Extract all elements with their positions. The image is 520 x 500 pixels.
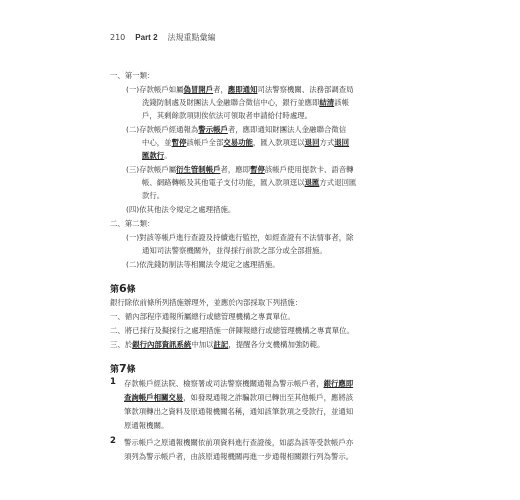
article7-heading: 第7條 [110, 362, 136, 375]
article6-p1: 一、循內部程序通報所屬總行或總管理機構之專責單位。 [110, 312, 295, 321]
s1-item4: (四)依其他法令規定之處理措施。 [126, 205, 236, 214]
s1-item1-line3: 戶，其剩餘款項則俟依法可領取者申請給付時處理。 [142, 111, 312, 120]
s1-item3-line2: 帳、網路轉帳及其他電子支付功能，匯入款項逕以退匯方式退回匯 [142, 178, 357, 187]
part-label: Part 2 [135, 33, 158, 42]
page-number: 210 [110, 33, 126, 42]
s1-item1-line1: (一)存款帳戶如屬偽冒開戶者，應即通知司法警察機關、法務部調查局 [126, 85, 354, 94]
s2-item1-line1: (一)對該等帳戶進行查證及持續進行監控，如經查證有不法情事者，除 [126, 233, 354, 242]
article7-p1-line4: 原通報機關。 [124, 421, 169, 430]
section1-heading: 一、第一類： [110, 71, 155, 80]
article7-p1-line3: 筆款項轉出之資料及原通報機關名稱，通知該筆款項之受款行，並通知 [124, 407, 354, 416]
article6-heading: 第6條 [110, 282, 136, 295]
article7-p2-line2: 須列為警示帳戶者，由該原通報機關再進一步通報相關銀行列為警示。 [124, 452, 354, 461]
s1-item3-line3: 款行。 [142, 191, 165, 200]
page-header [110, 32, 216, 43]
s1-item1-line2: 洗錢防制處及財團法人金融聯合徵信中心，銀行並應即結清該帳 [142, 98, 349, 107]
article6-intro: 銀行除依前條所列措施辦理外，並應於內部採取下列措施： [110, 298, 303, 307]
article7-p1-line2: 查詢帳戶相關交易，如發現通報之詐騙款項已轉出至其他帳戶，應將該 [124, 393, 354, 402]
section2-heading: 二、第二類： [110, 219, 155, 228]
article7-p2-line1: 警示帳戶之原通報機關依前項資料進行查證後，如認為該等受款帳戶亦 [124, 438, 354, 447]
s1-item2-line3: 匯款行。 [142, 151, 172, 160]
article7-p2-number: 2 [110, 436, 116, 446]
s1-item2-line1: (二)存款帳戶經通報為警示帳戶者，應即通知財團法人金融聯合徵信 [126, 125, 347, 134]
s1-item2-line2: 中心，並暫停該帳戶全部交易功能，匯入款項逕以退回方式退回 [142, 138, 350, 147]
article7-p1-line1: 存款帳戶經法院、檢察署或司法警察機關通報為警示帳戶者，銀行應即 [124, 379, 354, 388]
section-title: 法規重點彙編 [167, 33, 216, 42]
article7-p1-number: 1 [110, 377, 116, 387]
s2-item2: (二)依洗錢防制法等相關法令規定之處理措施。 [126, 260, 280, 269]
article6-p2: 二、將已採行及擬採行之處理措施一併陳報總行或總管理機構之專責單位。 [110, 326, 354, 335]
s2-item1-line2: 通知司法警察機關外，並得採行前款之部分或全部措施。 [142, 246, 327, 255]
article6-p3: 三、於銀行內部資訊系統中加以註記，提醒各分支機構加強防範。 [110, 340, 325, 349]
s1-item3-line1: (三)存款帳戶屬衍生管制帳戶者，應即暫停該帳戶使用提款卡、語音轉 [126, 165, 354, 174]
